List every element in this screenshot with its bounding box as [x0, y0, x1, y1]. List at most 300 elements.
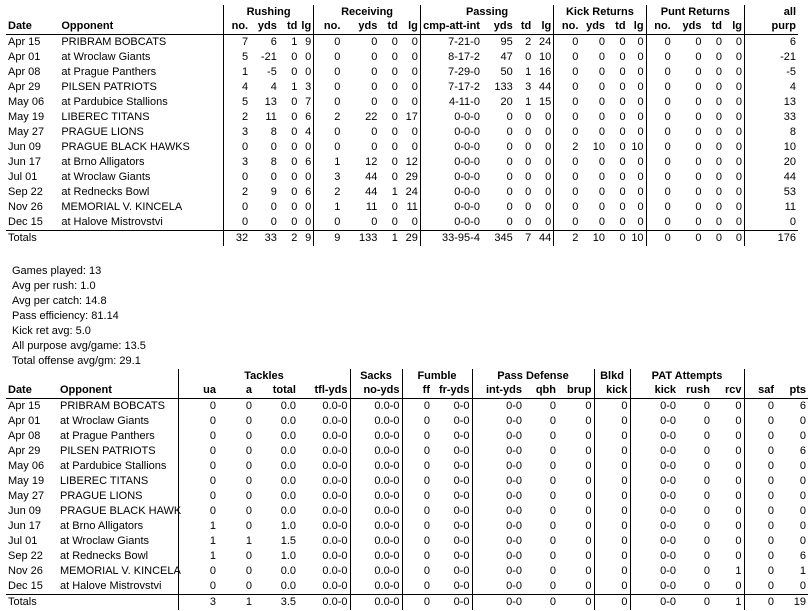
- stat-cell: 0: [598, 201, 606, 213]
- stat-cell: 0: [735, 126, 743, 138]
- stat-cell: 0: [371, 66, 378, 78]
- stat-cell: 0.0-0: [350, 399, 402, 415]
- stat-cell: 0: [402, 519, 432, 534]
- offense-table-body: [6, 35, 798, 247]
- col-header: lg: [408, 20, 418, 32]
- stat-cell: 0-0-0: [420, 110, 482, 125]
- col-header: kick: [594, 383, 630, 399]
- stat-cell: 0: [703, 550, 710, 562]
- stat-cell: 0.0: [280, 400, 296, 412]
- stat-cell: 0: [594, 595, 630, 611]
- stat-cell: 0: [594, 429, 630, 444]
- stat-cell: 0.0-0: [350, 489, 402, 504]
- stat-cell: 5: [223, 50, 250, 65]
- stat-cell: 0: [554, 155, 581, 170]
- stat-cell: 0: [619, 96, 626, 108]
- stat-cell: 0: [554, 185, 581, 200]
- stat-cell: 0: [585, 505, 592, 517]
- stat-cell: 0: [545, 156, 552, 168]
- col-header: kick: [630, 383, 678, 399]
- stat-cell: 0: [245, 550, 252, 562]
- col-header: purp: [745, 19, 798, 35]
- stat-cell: 0: [506, 201, 513, 213]
- stat-cell: 0: [291, 51, 298, 63]
- stat-cell: 0: [585, 535, 592, 547]
- date-cell: Apr 08: [8, 430, 41, 442]
- table-row: [6, 489, 808, 504]
- stat-cell: 0: [245, 520, 252, 532]
- date-cell: Apr 15: [8, 36, 41, 48]
- date-cell: Totals: [8, 596, 37, 608]
- col-header: yds: [257, 20, 277, 32]
- stat-cell: 0: [744, 459, 776, 474]
- stat-cell: 4: [305, 126, 312, 138]
- stat-cell: 7-29-0: [420, 65, 482, 80]
- stat-cell: 0-0-0: [420, 215, 482, 231]
- date-cell: May 19: [8, 111, 45, 123]
- stat-cell: 0: [554, 125, 581, 140]
- defense-stats-table: [6, 369, 808, 610]
- defense-column-header-row: [6, 383, 808, 399]
- stat-cell: 0: [270, 216, 277, 228]
- stat-cell: 4: [270, 81, 277, 93]
- opponent-cell: [58, 595, 178, 611]
- rushing-group-header: Rushing: [223, 5, 313, 19]
- table-row: [6, 155, 798, 170]
- col-header: td: [520, 20, 532, 32]
- stat-cell: 0: [245, 400, 252, 412]
- stat-cell: 0: [646, 50, 673, 65]
- table-row: [6, 95, 798, 110]
- stat-cell: 0: [525, 186, 532, 198]
- stat-cell: 6: [745, 35, 798, 51]
- stat-cell: 3: [178, 595, 218, 611]
- pass-efficiency: Pass efficiency: 81.14: [12, 310, 119, 322]
- games-played: Games played: 13: [12, 265, 102, 277]
- stat-cell: 1: [178, 534, 218, 549]
- stat-cell: 7: [223, 35, 250, 51]
- stat-cell: 0: [506, 111, 513, 123]
- stat-cell: 0: [703, 520, 710, 532]
- stat-cell: 0: [703, 535, 710, 547]
- stat-cell: 0-0: [453, 445, 470, 457]
- stat-cell: 3: [305, 81, 312, 93]
- stat-cell: 0: [545, 141, 552, 153]
- stat-cell: 0-0-0: [420, 170, 482, 185]
- defense-table-body: [6, 399, 808, 611]
- col-header: yds: [358, 20, 378, 32]
- stat-cell: 0: [744, 579, 776, 595]
- stat-cell: 0: [637, 201, 644, 213]
- stat-cell: 0: [585, 415, 592, 427]
- table-row: [6, 140, 798, 155]
- stat-cell: 0: [525, 216, 532, 228]
- stat-cell: 0: [545, 126, 552, 138]
- stat-cell: 0: [391, 126, 398, 138]
- stat-cell: 0: [646, 35, 673, 51]
- opponent-cell: at Wroclaw Giants: [60, 415, 150, 427]
- opponent-cell: at Wroclaw Giants: [61, 51, 151, 63]
- opponent-cell: PRAGUE BLACK HAWKS: [61, 141, 190, 153]
- stat-cell: 0: [619, 201, 626, 213]
- stat-cell: 0: [554, 200, 581, 215]
- stat-cell: 0: [619, 186, 626, 198]
- stat-cell: 0: [525, 51, 532, 63]
- opponent-cell: at Wroclaw Giants: [60, 535, 150, 547]
- stat-cell: 0: [554, 110, 581, 125]
- stat-cell: 0: [371, 141, 378, 153]
- stat-cell: 0: [594, 399, 630, 415]
- stat-cell: 0: [637, 51, 644, 63]
- stat-cell: 0: [735, 460, 742, 472]
- stat-cell: 0: [735, 475, 742, 487]
- stat-cell: 0-0: [453, 550, 470, 562]
- date-cell: Jun 17: [8, 520, 42, 532]
- col-header: lg: [301, 20, 312, 32]
- stat-cell: 0-0: [472, 474, 524, 489]
- stat-cell: 29: [405, 171, 418, 183]
- stat-cell: 0.0-0: [350, 444, 402, 459]
- stat-cell: 0: [402, 564, 432, 579]
- stat-cell: 0-0: [472, 519, 524, 534]
- stat-cell: 0: [291, 156, 298, 168]
- stat-cell: 0: [735, 36, 743, 48]
- stat-cell: 0.0-0: [322, 520, 348, 532]
- stat-cell: 0: [305, 51, 312, 63]
- stat-cell: 0.0: [280, 445, 296, 457]
- stat-cell: 0: [402, 459, 432, 474]
- stat-cell: 44: [365, 186, 378, 198]
- col-header: int-yds: [472, 383, 524, 399]
- stat-cell: 0: [291, 141, 298, 153]
- stat-cell: 0: [525, 141, 532, 153]
- col-header: rush: [686, 384, 710, 396]
- date-cell: Sep 22: [8, 186, 43, 198]
- stat-cell: 0: [411, 81, 418, 93]
- stat-cell: 0: [506, 156, 513, 168]
- stat-cell: 0: [402, 595, 432, 611]
- stat-cell: 0: [735, 445, 742, 457]
- stat-cell: 0: [549, 460, 556, 472]
- stat-cell: 0: [594, 414, 630, 429]
- stat-cell: 0: [598, 186, 606, 198]
- stat-cell: 22: [365, 111, 378, 123]
- offense-stats-table: [6, 5, 798, 246]
- stat-cell: 0: [525, 201, 532, 213]
- stat-cell: 0.0-0: [322, 535, 348, 547]
- stat-cell: 0: [305, 216, 312, 228]
- date-cell: Jul 01: [8, 171, 38, 183]
- stat-cell: 0: [391, 96, 398, 108]
- stat-cell: 0-0: [630, 595, 678, 611]
- stat-cell: 95: [500, 36, 513, 48]
- tackles-group-header: Tackles: [178, 369, 350, 383]
- stat-cell: 0: [619, 141, 626, 153]
- stat-cell: 33: [745, 110, 798, 125]
- stat-cell: 0: [619, 111, 626, 123]
- stat-cell: 0: [619, 51, 626, 63]
- date-cell: Jun 17: [8, 156, 42, 168]
- stat-cell: 1: [245, 596, 252, 608]
- stat-cell: 0: [619, 156, 626, 168]
- stat-cell: 0: [371, 51, 378, 63]
- stat-cell: 0: [619, 232, 626, 244]
- stat-cell: 0: [291, 126, 298, 138]
- stat-cell: 0: [799, 490, 807, 502]
- stat-cell: 0: [735, 81, 743, 93]
- date-cell: Sep 22: [8, 550, 43, 562]
- stat-cell: 0: [744, 549, 776, 564]
- stat-cell: 0.0-0: [350, 429, 402, 444]
- stat-cell: 0-0: [472, 564, 524, 579]
- stat-cell: 1.0: [280, 550, 296, 562]
- stat-cell: 0: [619, 126, 626, 138]
- table-row: [6, 185, 798, 200]
- opponent-cell: at Wroclaw Giants: [61, 171, 151, 183]
- stat-cell: 44: [365, 171, 378, 183]
- stat-cell: 0-0-0: [420, 185, 482, 200]
- stat-cell: 0: [291, 201, 298, 213]
- stat-cell: 0.0-0: [350, 595, 402, 611]
- stat-cell: 0-0: [630, 459, 678, 474]
- stat-cell: 0: [745, 215, 798, 231]
- stat-cell: 0: [598, 96, 606, 108]
- stat-cell: 0: [598, 171, 606, 183]
- stat-cell: 0: [744, 414, 776, 429]
- stat-cell: 0-0: [472, 459, 524, 474]
- stat-cell: 0: [637, 96, 644, 108]
- stat-cell: 0-0: [630, 564, 678, 579]
- stat-cell: 0-0: [630, 519, 678, 534]
- stat-cell: 32: [223, 231, 250, 247]
- stat-cell: 0: [735, 51, 743, 63]
- stat-cell: 0: [799, 430, 807, 442]
- all-purpose-avg: All purpose avg/game: 13.5: [12, 340, 146, 352]
- stat-cell: 2: [525, 36, 532, 48]
- stat-cell: 0.0: [280, 430, 296, 442]
- stat-cell: 7: [525, 232, 532, 244]
- stat-cell: 176: [745, 231, 798, 247]
- stat-cell: 1: [291, 81, 298, 93]
- stat-cell: 0: [594, 474, 630, 489]
- stat-cell: 0: [402, 474, 432, 489]
- table-row: [6, 534, 808, 549]
- stat-cell: 0-0: [472, 429, 524, 444]
- stat-cell: 44: [745, 170, 798, 185]
- stat-cell: 3: [525, 81, 532, 93]
- stat-cell: 0-0: [630, 549, 678, 564]
- opponent-cell: at Brno Alligators: [61, 156, 145, 168]
- stat-cell: 133: [358, 232, 378, 244]
- stat-cell: 0: [637, 216, 644, 228]
- stat-cell: 15: [538, 96, 552, 108]
- table-row: [6, 444, 808, 459]
- stat-cell: 0: [695, 186, 702, 198]
- stat-cell: 0: [525, 126, 532, 138]
- stat-cell: 0.0: [280, 475, 296, 487]
- table-row: [6, 80, 798, 95]
- stat-cell: 0: [270, 201, 277, 213]
- stat-cell: 0: [245, 445, 252, 457]
- stat-cell: 0-0: [453, 415, 470, 427]
- stat-cell: 0: [549, 520, 556, 532]
- stat-cell: 0: [371, 81, 378, 93]
- stat-cell: 0: [735, 415, 742, 427]
- stat-cell: 8: [270, 156, 277, 168]
- stat-cell: 0: [637, 126, 644, 138]
- opponent-cell: PRIBRAM BOBCATS: [61, 36, 167, 48]
- stat-cell: 0: [799, 460, 807, 472]
- stat-cell: 1: [525, 96, 532, 108]
- stat-cell: 0: [402, 549, 432, 564]
- stat-cell: 0: [637, 156, 644, 168]
- date-cell: Dec 15: [8, 216, 43, 228]
- stat-cell: 0-0: [472, 504, 524, 519]
- stat-cell: 0.0-0: [350, 459, 402, 474]
- stat-cell: 0: [735, 201, 743, 213]
- col-header: lg: [541, 20, 552, 32]
- stat-cell: 0.0: [280, 565, 296, 577]
- stat-cell: 0: [270, 141, 277, 153]
- stat-cell: 17: [405, 111, 418, 123]
- stat-cell: 0: [223, 215, 250, 231]
- stat-cell: 0-0: [630, 489, 678, 504]
- stat-cell: 33-95-4: [420, 231, 482, 247]
- stat-cell: 0: [735, 156, 743, 168]
- stat-cell: 1: [799, 565, 807, 577]
- stat-cell: 1: [178, 549, 218, 564]
- stat-cell: 0: [506, 141, 513, 153]
- table-row: [6, 474, 808, 489]
- stat-cell: 0: [371, 96, 378, 108]
- stat-cell: 0: [554, 35, 581, 51]
- stat-cell: 0: [594, 519, 630, 534]
- stat-cell: 0: [735, 141, 743, 153]
- stat-cell: 0: [545, 171, 552, 183]
- stat-cell: 0.0: [280, 580, 296, 592]
- stat-cell: 0: [715, 171, 722, 183]
- stat-cell: 47: [500, 51, 513, 63]
- stat-cell: 0: [411, 126, 418, 138]
- date-cell: Dec 15: [8, 580, 43, 592]
- date-cell: Apr 01: [8, 415, 41, 427]
- stat-cell: 2: [291, 232, 298, 244]
- stat-cell: 0: [585, 520, 592, 532]
- stat-cell: 0: [715, 96, 722, 108]
- stat-cell: 0: [735, 520, 742, 532]
- stat-cell: 0: [549, 415, 556, 427]
- stat-cell: 0: [695, 111, 702, 123]
- stat-cell: 0: [314, 140, 343, 155]
- stat-cell: 0: [506, 216, 513, 228]
- receiving-group-header: Receiving: [314, 5, 421, 19]
- col-header: rcv: [725, 384, 742, 396]
- stat-cell: 345: [494, 232, 513, 244]
- stat-cell: 0-0: [453, 565, 470, 577]
- stat-cell: 0-0-0: [420, 140, 482, 155]
- col-header: pts: [789, 384, 807, 396]
- stat-cell: 0: [735, 96, 743, 108]
- all-purpose-group-header: all: [745, 5, 798, 19]
- stat-cell: 12: [405, 156, 418, 168]
- stat-cell: 0: [598, 156, 606, 168]
- stat-cell: 0: [598, 111, 606, 123]
- stat-cell: 0: [703, 565, 710, 577]
- stat-cell: 0: [314, 50, 343, 65]
- stat-cell: 0: [549, 490, 556, 502]
- stat-cell: -21: [745, 50, 798, 65]
- stat-cell: 9: [270, 186, 277, 198]
- date-cell: Apr 15: [8, 400, 41, 412]
- stat-cell: 0: [646, 215, 673, 231]
- stat-cell: 0: [245, 580, 252, 592]
- stat-cell: 0: [703, 400, 710, 412]
- stat-cell: 20: [745, 155, 798, 170]
- stat-cell: 0: [715, 81, 722, 93]
- stat-cell: 0: [799, 505, 807, 517]
- stat-cell: 0: [695, 201, 702, 213]
- stat-cell: 0: [245, 490, 252, 502]
- stat-cell: 0: [585, 565, 592, 577]
- stat-cell: 0: [646, 185, 673, 200]
- stat-cell: 0: [245, 505, 252, 517]
- stat-cell: 0: [594, 549, 630, 564]
- sacks-group-header: Sacks: [350, 369, 402, 383]
- stat-cell: 0: [391, 36, 398, 48]
- stat-cell: 0-0: [453, 596, 470, 608]
- stat-cell: 0-0: [630, 534, 678, 549]
- stat-cell: 0: [245, 460, 252, 472]
- stat-cell: 0: [735, 171, 743, 183]
- col-header: saf: [744, 383, 776, 399]
- stat-cell: 0: [270, 171, 277, 183]
- stat-cell: 0: [585, 550, 592, 562]
- stat-cell: 0: [594, 564, 630, 579]
- stat-cell: 0: [371, 216, 378, 228]
- stat-cell: 0: [598, 81, 606, 93]
- table-row: [6, 170, 798, 185]
- stat-cell: 0: [646, 80, 673, 95]
- stat-cell: 0: [598, 66, 606, 78]
- stat-cell: 0: [291, 171, 298, 183]
- stat-cell: 0: [549, 505, 556, 517]
- stat-cell: 0: [411, 216, 418, 228]
- stat-cell: 0.0-0: [350, 534, 402, 549]
- stat-cell: 1: [178, 519, 218, 534]
- opponent-cell: PRAGUE BLACK HAWK: [60, 505, 182, 517]
- date-cell: Apr 29: [8, 81, 41, 93]
- stat-cell: 8-17-2: [420, 50, 482, 65]
- stat-cell: 0: [735, 535, 742, 547]
- stat-cell: 1.5: [280, 535, 296, 547]
- stat-cell: 0: [391, 51, 398, 63]
- stat-cell: 6: [799, 445, 807, 457]
- stat-cell: 0: [695, 126, 702, 138]
- offense-column-header-row: [6, 19, 798, 35]
- date-cell: Totals: [8, 232, 37, 244]
- opponent-cell: at Pardubice Stallions: [61, 96, 168, 108]
- col-header: total: [272, 384, 296, 396]
- stat-cell: 0: [549, 580, 556, 592]
- stat-cell: 10: [745, 140, 798, 155]
- stat-cell: 0: [545, 216, 552, 228]
- table-row: [6, 110, 798, 125]
- col-header: Date: [8, 20, 32, 32]
- stat-cell: 0: [391, 201, 398, 213]
- col-header: td: [387, 20, 398, 32]
- col-header: Date: [8, 384, 32, 396]
- stat-cell: 0: [178, 474, 218, 489]
